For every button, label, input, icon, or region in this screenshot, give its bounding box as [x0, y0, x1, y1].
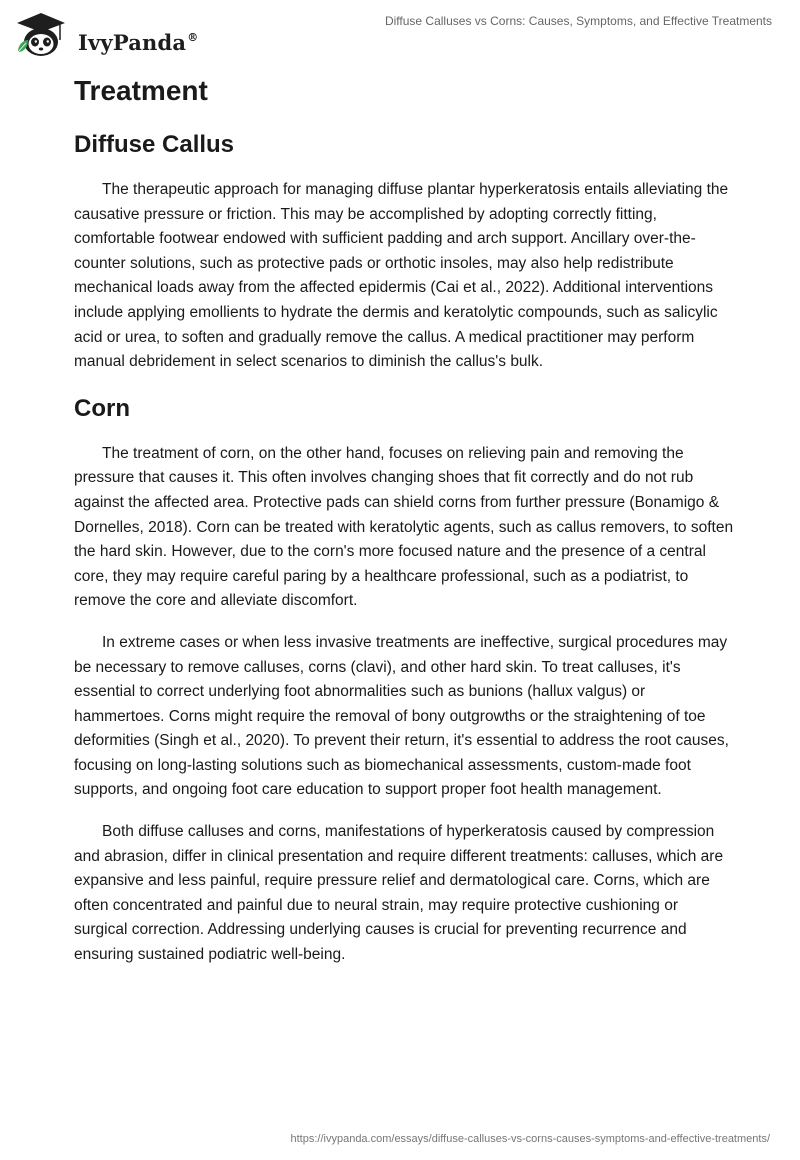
section-heading-treatment: Treatment	[74, 75, 208, 106]
page-header	[0, 0, 800, 64]
brand-name: IvyPanda®	[78, 30, 199, 55]
source-url[interactable]: https://ivypanda.com/essays/diffuse-calluses-vs-corns-causes-symptoms-and-effective-treatments/	[290, 1133, 770, 1145]
paragraph-corn-2: In extreme cases or when less invasive treatments are ineffective, surgical procedures may be necessary to remove calluses, corns (clavi), and other hard skin. To treat calluses, it's essential to correct underlying foot abnormalities such as bunions (hallux valgus) or hammertoes. Corns might require the removal of bony outgrowths or the straightening of toe deformities (Singh et al., 2020). To prevent their return, it's essential to address the root causes, focusing on long-lasting solutions such as biomechanical assessments, custom-made foot supports, and ongoing foot care education to support proper foot health management.	[74, 633, 729, 799]
essay-content	[74, 70, 734, 968]
document-title: Diffuse Calluses vs Corns: Causes, Symptoms, and Effective Treatments	[384, 14, 772, 28]
ivypanda-logo[interactable]	[14, 10, 214, 56]
subsection-title-corn: Corn	[74, 394, 130, 422]
paragraph-corn-1: The treatment of corn, on the other hand, focuses on relieving pain and removing the pressure that causes it. This often involves changing shoes that fit correctly and do not rub against the affected area. Protective pads can shield corns from further pressure (Bonamigo & Dornelles, 2018). Corn can be treated with keratolytic agents, such as callus removers, to soften the hard skin. However, due to the corn's more focused nature and the presence of a central core, they may require careful paring by a healthcare professional, such as a podiatrist, to remove the core and alleviate discomfort.	[74, 444, 734, 610]
subsection-title-diffuse-callus: Diffuse Callus	[74, 131, 235, 158]
paragraph-diffuse-callus: The therapeutic approach for managing diffuse plantar hyperkeratosis entails alleviating the causative pressure or friction. This may be accomplished by adopting correctly fitting, comfortable footwear endowed with sufficient padding and arch support. Ancillary over-the-counter solutions, such as protective pads or orthotic insoles, may also help redistribute mechanical loads away from the affected epidermis (Cai et al., 2022). Additional interventions include applying emollients to hydrate the dermis and keratolytic compounds, such as salicylic acid or urea, to soften and gradually remove the callus. A medical practitioner may perform manual debridement in select scenarios to diminish the callus's bulk.	[74, 181, 729, 371]
registered-mark: ®	[187, 31, 199, 44]
panda-logo-icon	[14, 10, 78, 58]
paragraph-corn-3: Both diffuse calluses and corns, manifestations of hyperkeratosis caused by compression and abrasion, differ in clinical presentation and require different treatments: calluses, which are expansive and less painful, require pressure relief and dermatological care. Corns, which are often concentrated and painful due to neural strain, may require protective cushioning or surgical correction. Addressing underlying causes is crucial for preventing recurrence and ensuring sustained podiatric well-being.	[74, 823, 724, 964]
